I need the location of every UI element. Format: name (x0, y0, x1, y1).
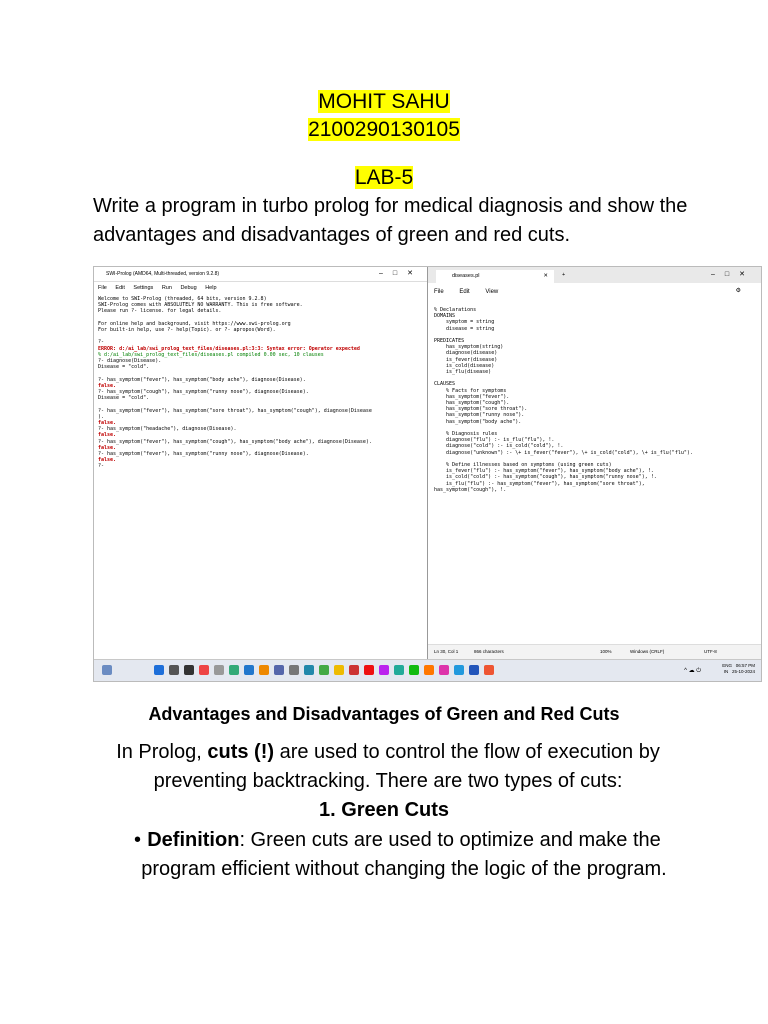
gear-icon[interactable]: ⚙ (735, 288, 741, 294)
app-icon[interactable] (244, 665, 254, 675)
app-icon[interactable] (409, 665, 419, 675)
app-icon[interactable] (349, 665, 359, 675)
menu-run[interactable]: Run (161, 285, 172, 291)
notepad-window (428, 267, 761, 659)
notepad-statusbar (428, 644, 761, 659)
system-tray-icons[interactable]: ^ ☁ ⏻ (684, 668, 701, 674)
time: 06:57 PM (735, 663, 755, 668)
search-icon[interactable] (169, 665, 179, 675)
app-icon[interactable] (319, 665, 329, 675)
notepad-tabbar (428, 267, 761, 283)
menu-view[interactable]: View (485, 289, 499, 295)
definition-bullet: Definition: Green cuts are used to optimize and make the program efficient without changing the logic of the program. (141, 829, 667, 880)
bullet-icon: • (134, 829, 142, 851)
lab-title: LAB-5 (354, 166, 414, 189)
task-statement: Write a program in turbo prolog for medical diagnosis and show the advantages and disadvantages of green and red cuts. (93, 195, 688, 246)
tab-diseases[interactable]: diseases.pl ✕ (436, 270, 554, 283)
roll-number: 2100290130105 (308, 118, 460, 141)
app-icon[interactable] (274, 665, 284, 675)
app-icon[interactable] (424, 665, 434, 675)
weather-icon[interactable] (102, 665, 112, 675)
app-icon[interactable] (334, 665, 344, 675)
task-view-icon[interactable] (184, 665, 194, 675)
line-ending[interactable]: Windows (CRLF) (630, 649, 665, 654)
menu-edit[interactable]: Edit (115, 285, 125, 291)
app-icon[interactable] (214, 665, 224, 675)
app-icon[interactable] (199, 665, 209, 675)
menu-file[interactable]: File (434, 289, 444, 295)
section-heading: Advantages and Disadvantages of Green and Red Cuts (148, 704, 620, 724)
app-icon[interactable] (439, 665, 449, 675)
app-icon[interactable] (469, 665, 479, 675)
clock[interactable] (722, 663, 755, 675)
app-icon[interactable] (394, 665, 404, 675)
notepad-menubar (428, 283, 761, 301)
app-icon[interactable] (229, 665, 239, 675)
student-name: MOHIT SAHU (318, 90, 450, 113)
code-editor[interactable]: % Declarations DOMAINS symptom = string disease = string PREDICATES has_symptom(string) diagnose(disease) is_fever(disease) is_cold(disease) is_flu(disease) CLAUSES % Facts for symptoms has_symptom("fever"). has_symptom("cough"). has_symptom("sore throat"). has_symptom("runny nose"). has_symptom("body ache"). % Diagnosis rules diagnose("flu") :- is_flu("flu"), !. diagnose("cold") :- is_cold("cold"), !. diagnose("unknown") :- \+ is_fever("fever"), \+ is_cold("cold"), \+ is_flu("flu"). % Define illnesses based on symptoms (using green cuts) is_fever("flu") :- has_symptom("fever"), has_symptom("body ache"), !. is_cold("cold") :- has_symptom("cough"), has_symptom("runny nose"), !. is_flu("flu") :- has_symptom("fever"), has_symptom("sore throat"), has_symptom("cough"), !. (434, 307, 693, 493)
app-icon[interactable] (454, 665, 464, 675)
window-controls[interactable]: –□✕ (379, 270, 423, 277)
app-icon[interactable] (289, 665, 299, 675)
swipl-window (94, 267, 428, 659)
subheading-green-cuts: 1. Green Cuts (318, 799, 450, 821)
menu-debug[interactable]: Debug (180, 285, 197, 291)
menu-help[interactable]: Help (205, 285, 217, 291)
char-count: 866 characters (474, 649, 504, 654)
start-icon[interactable] (154, 665, 164, 675)
screenshot (93, 266, 762, 682)
swipl-console[interactable]: Welcome to SWI-Prolog (threaded, 64 bits, version 9.2.8) SWI-Prolog comes with ABSOLUTELY NO WARRANTY. This is free software. Please run ?- license. for legal details. For online help and background, visit https://www.swi-prolog.org For built-in help, use ?- help(Topic). or ?- apropos(Word). ?- ERROR: d:/ai_lab/swi_prolog_text_files/diseases.pl:3:3: Syntax error: Operator expected % d:/ai_lab/swi_prolog_text_files/diseases.pl compiled 0.00 sec, 10 clauses ?- diagnose(Disease). Disease = "cold". ?- has_symptom("fever"), has_symptom("body ache"), diagnose(Disease). false. ?- has_symptom("cough"), has_symptom("runny nose"), diagnose(Disease). Disease = "cold". ?- has_symptom("fever"), has_symptom("sore throat"), has_symptom("cough"), diagnose(Disease ). false. ?- has_symptom("headache"), diagnose(Disease). false. ?- has_symptom("fever"), has_symptom("cough"), has_symptom("body ache"), diagnose(Disease). false. ?- has_symptom("fever"), has_symptom("runny nose"), diagnose(Disease). false. ?- (98, 296, 372, 470)
date: 25-10-2024 (731, 669, 755, 674)
swipl-menubar (94, 282, 427, 294)
menu-edit[interactable]: Edit (459, 289, 470, 295)
app-icon[interactable] (364, 665, 374, 675)
swipl-titlebar (94, 267, 427, 282)
menu-file[interactable]: File (98, 285, 107, 291)
cursor-position: Ln 30, Col 1 (434, 649, 459, 654)
menu-settings[interactable]: Settings (133, 285, 154, 291)
app-icon[interactable] (379, 665, 389, 675)
lang-region: IN (723, 669, 729, 674)
app-icon[interactable] (304, 665, 314, 675)
taskbar (94, 659, 761, 682)
zoom-level[interactable]: 100% (600, 649, 612, 654)
new-tab-icon[interactable]: + (562, 272, 566, 278)
lang-code: ENG (722, 663, 732, 668)
close-tab-icon[interactable]: ✕ (543, 273, 548, 279)
app-icon[interactable] (484, 665, 494, 675)
window-controls[interactable]: –□✕ (711, 271, 755, 278)
swipl-title: SWI-Prolog (AMD64, Multi-threaded, version 9.2.8) (106, 271, 220, 277)
encoding[interactable]: UTF-8 (704, 649, 717, 654)
app-icon[interactable] (259, 665, 269, 675)
intro-paragraph: In Prolog, cuts (!) are used to control the flow of execution by preventing backtracking. There are two types of cuts: (116, 741, 660, 792)
